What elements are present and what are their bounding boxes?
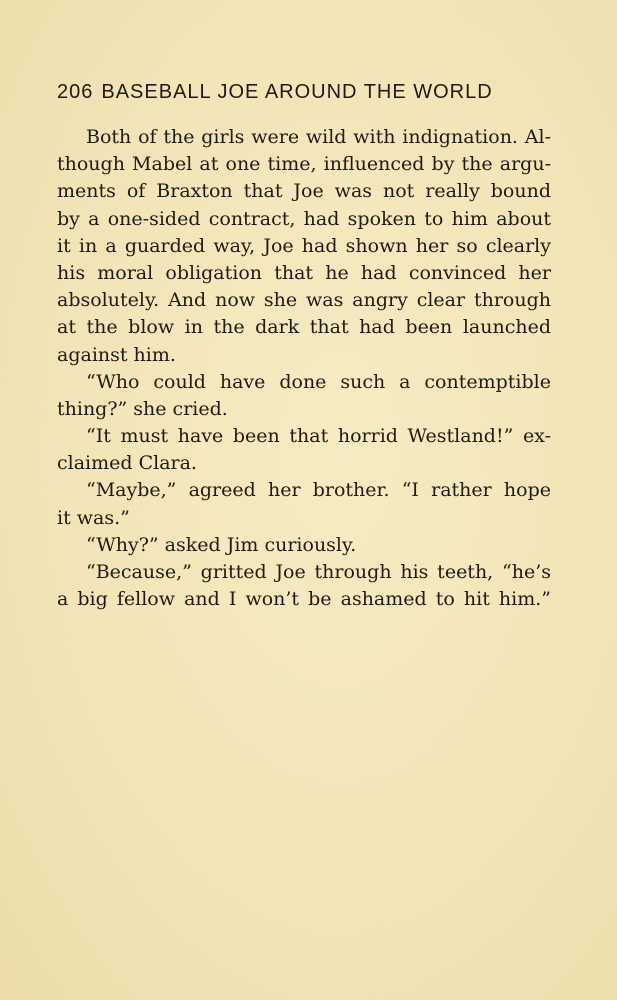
text-line: “Who could have done such a contemptible [86, 370, 551, 393]
text-line: though Mabel at one time, influenced by the argu- [57, 153, 551, 176]
text-line: “It must have been that horrid Westland!” ex- [86, 425, 551, 448]
text-line: “Because,” gritted Joe through his teeth, “he’s [86, 561, 551, 583]
body-text [57, 124, 551, 613]
text-line: “Why?” asked Jim curiously. [86, 533, 357, 556]
text-line: his moral obligation that he had convinced her [57, 261, 551, 284]
text-line: “Maybe,” agreed her brother. “I rather hope [86, 479, 551, 502]
text-line: it was.” [57, 506, 130, 529]
text-line: thing?” she cried. [57, 397, 228, 420]
text-line: ments of Braxton that Joe was not really bound [57, 180, 551, 203]
text-line: Both of the girls were wild with indignation. Al- [86, 126, 551, 148]
running-header [57, 80, 537, 104]
page-number: 206 [57, 81, 94, 103]
text-line: claimed Clara. [57, 452, 197, 475]
running-title: BASEBALL JOE AROUND THE WORLD [101, 81, 493, 103]
text-line: at the blow in the dark that had been launched [57, 316, 551, 339]
text-line: by a one-sided contract, had spoken to him about [57, 207, 551, 230]
text-line: absolutely. And now she was angry clear through [57, 289, 551, 312]
text-line: against him. [57, 343, 176, 366]
text-line: a big fellow and I won’t be ashamed to hit him.” [57, 588, 551, 611]
text-line: it in a guarded way, Joe had shown her so clearly [57, 234, 551, 257]
